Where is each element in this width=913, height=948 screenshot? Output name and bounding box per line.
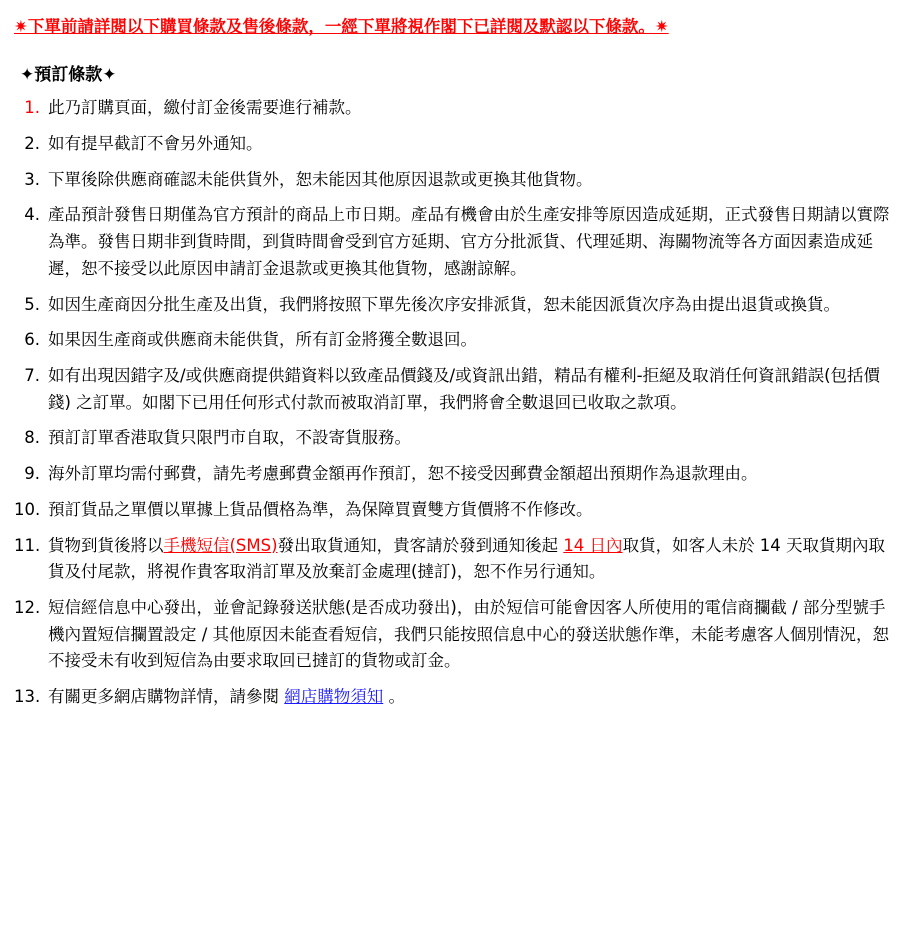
text-segment: 發出取貨通知，貴客請於發到通知後起 [277, 535, 564, 555]
text-segment: 貨物到貨後將以 [48, 535, 164, 555]
list-item [14, 131, 899, 158]
text-segment: 取貨，如客人未於 14 天取貨期內取貨及付尾款，將視作貴客取消訂單及放棄訂金處理(撻訂)，恕不作另行通知。 [48, 535, 886, 582]
list-item-number: 7. [24, 366, 40, 386]
list-item-number: 9. [24, 464, 40, 484]
list-item-text: 產品預計發售日期僅為官方預計的商品上市日期。產品有機會由於生產安排等原因造成延期，正式發售日期請以實際為準。發售日期非到貨時間，到貨時間會受到官方延期、官方分批派貨、代理延期、海關物流等各方面因素造成延遲，恕不接受以此原因申請訂金退款或更換其他貨物，感謝諒解。 [48, 205, 890, 278]
list-item-number: 5. [24, 294, 40, 314]
list-item-number: 13. [14, 687, 41, 707]
terms-list [14, 95, 899, 711]
list-item [14, 363, 899, 416]
list-item-number: 2. [24, 133, 40, 153]
sms-highlight: 手機短信(SMS) [163, 535, 278, 555]
list-item-number: 1. [24, 98, 40, 118]
list-item [14, 684, 899, 711]
list-item-text: 此乃訂購頁面，繳付訂金後需要進行補款。 [48, 98, 362, 118]
list-item-text: 如有提早截訂不會另外通知。 [48, 133, 263, 153]
list-item-number: 8. [24, 428, 40, 448]
list-item-text: 如有出現因錯字及/或供應商提供錯資料以致產品價錢及/或資訊出錯，精品有權利-拒絕及取消任何資訊錯誤(包括價錢) 之訂單。如閣下已用任何形式付款而被取消訂單，我們將會全數退回已收取之款項。 [48, 366, 881, 412]
list-item-text: 預訂訂單香港取貨只限門市自取，不設寄貨服務。 [48, 428, 411, 448]
list-item [14, 595, 899, 675]
text-segment: 。 [383, 687, 405, 707]
list-item [14, 425, 899, 452]
list-item [14, 292, 899, 319]
list-item-number: 4. [24, 205, 40, 225]
shopping-guide-link[interactable]: 網店購物須知 [284, 687, 384, 707]
list-item-number: 11. [14, 535, 41, 555]
list-item [14, 533, 899, 586]
list-item-text [48, 536, 885, 582]
list-item [14, 95, 899, 122]
list-item [14, 461, 899, 488]
list-item [14, 202, 899, 282]
list-item [14, 327, 899, 354]
list-item-number: 10. [14, 499, 41, 519]
pickup-period-highlight: 14 日內 [563, 535, 623, 555]
list-item-text: 短信經信息中心發出，並會記錄發送狀態(是否成功發出)，由於短信可能會因客人所使用的電信商攔截 / 部分型號手機內置短信攔置設定 / 其他原因未能查看短信，我們只能按照信息中心的發送狀態作準，未能考慮客人個別情況，恕不接受未有收到短信為由要求取回已撻訂的貨物或訂金。 [48, 598, 890, 671]
section-title-preorder-terms: ✦預訂條款✦ [20, 65, 117, 86]
list-item-text: 如因生產商因分批生產及出貨，我們將按照下單先後次序安排派貨，恕未能因派貨次序為由提出退貨或換貨。 [48, 294, 840, 314]
list-item-text: 預訂貨品之單價以單據上貨品價格為準，為保障買賣雙方貨價將不作修改。 [48, 499, 593, 519]
list-item-number: 12. [14, 598, 41, 618]
list-item-number: 3. [24, 169, 40, 189]
list-item-text: 如果因生產商或供應商未能供貨，所有訂金將獲全數退回。 [48, 330, 477, 350]
list-item [14, 497, 899, 524]
list-item-text [48, 687, 405, 706]
list-item [14, 167, 899, 194]
terms-banner: ✷下單前請詳閱以下購買條款及售後條款，一經下單將視作閣下已詳閱及默認以下條款。✷ [14, 17, 669, 36]
list-item-text: 下單後除供應商確認未能供貨外，恕未能因其他原因退款或更換其他貨物。 [48, 169, 593, 189]
list-item-text: 海外訂單均需付郵費，請先考慮郵費金額再作預訂，恕不接受因郵費金額超出預期作為退款理由。 [48, 464, 758, 484]
text-segment: 有關更多網店購物詳情，請參閱 [48, 687, 285, 707]
list-item-number: 6. [24, 330, 40, 350]
